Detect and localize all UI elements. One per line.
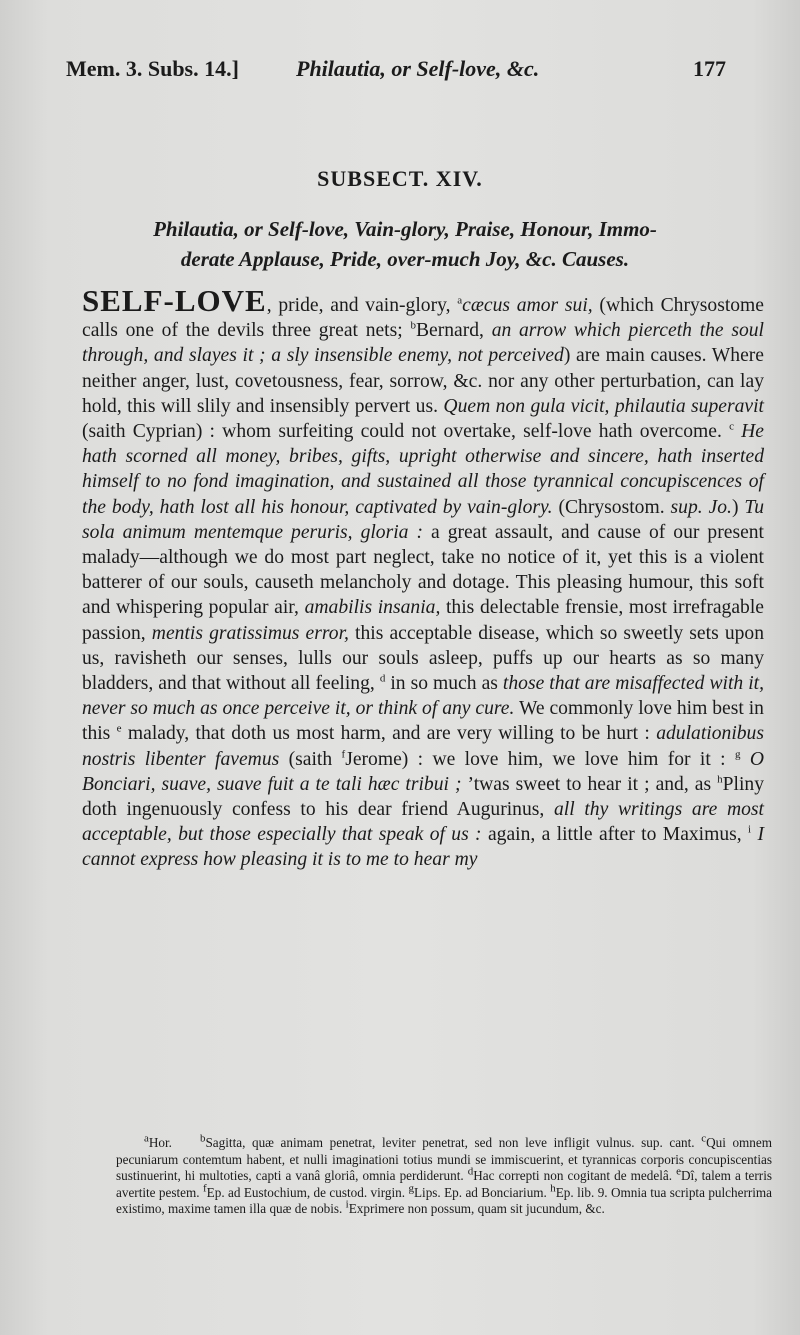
footnote-text: Lips. Ep. ad Bonciarium.: [413, 1184, 547, 1200]
footnote-text: Ep. lib. 9. Omnia tua scripta pulcherrima existimo, maxime tamen illa quæ de nobis.: [116, 1184, 773, 1216]
footnote-ref: g: [734, 748, 741, 761]
body-italic: those that are misaffected with it, never so much as once perceive it, or think of any cure.: [82, 673, 765, 720]
footnote-text: Hor.: [148, 1135, 172, 1150]
body-text: in so much as: [385, 673, 503, 695]
footnote-mark: b: [199, 1132, 206, 1145]
running-header: [66, 52, 726, 86]
body-text: malady, that doth us most harm, and are very willing to be hurt :: [121, 723, 657, 745]
body-text: Jerome) : we love him, we love him for it :: [345, 748, 735, 770]
subsection-heading: SUBSECT. XIV.: [317, 166, 483, 191]
footnote-text: Dî, talem a terris avertite pestem.: [116, 1168, 772, 1200]
body-italic: Quem non gula vicit, philautia superavit: [443, 395, 764, 417]
body-text: this delectable frensie, most irrefragable passion,: [82, 597, 764, 644]
body-italic: mentis gratissimus error,: [151, 622, 349, 644]
subsection-title: [60, 214, 750, 274]
body-italic: adulationibus nostris libenter favemus: [82, 723, 764, 770]
body-text: Pliny doth ingenuously confess to his dear friend Augurinus,: [82, 773, 764, 821]
footnote-ref: d: [379, 672, 386, 685]
body-italic: O Bonciari, suave, suave fuit a te tali hæc tribui ;: [82, 748, 764, 795]
body-text: again, a little after to Maximus,: [481, 824, 749, 846]
footnote-ref: c: [729, 420, 734, 433]
header-running-title: Philautia, or Self-love, &c.: [296, 56, 540, 81]
footnote-text: Exprimere non possum, quam sit jucundum, &c.: [348, 1201, 605, 1216]
body-text: Bernard,: [415, 320, 492, 342]
footnote-text: Sagitta, quæ animam penetrat, leviter penetrat, sed non leve infligit vulnus. sup. cant.: [205, 1135, 695, 1150]
body-italic: cæcus amor sui,: [462, 295, 593, 316]
body-italic: amabilis insania,: [304, 597, 441, 619]
body-text: (saith: [279, 748, 342, 770]
body-italic: Tu sola animum mentemque peruris, gloria :: [82, 496, 764, 543]
footnote-mark: f: [203, 1182, 207, 1195]
footnote-text: Hac correpti non cogitant de medelâ.: [473, 1168, 673, 1183]
subsection-title-line2: derate Applause, Pride, over-much Joy, &c. Causes.: [180, 247, 630, 271]
footnote-mark: g: [408, 1182, 414, 1195]
footnote-ref: a: [457, 294, 463, 307]
body-italic: an arrow which pierceth the soul through, and slayes it ; a sly insensible enemy, not perceived: [82, 320, 764, 367]
body-italic: all thy writings are most acceptable, but those especially that speak of us :: [82, 799, 764, 846]
footnotes: [116, 1132, 773, 1218]
body-text: We commonly love him best in this: [82, 698, 764, 745]
footnote-text: Qui omnem pecuniarum contemtum habent, et nulli imaginationi totius mundi se immiscuerint, et tyrannicas corporis concupiscentias sustinuerint, hi multoties, capti a vanâ gloriâ, omnia perdiderunt.: [116, 1135, 773, 1183]
body-italic: I cannot express how pleasing it is to me to hear my: [82, 824, 764, 871]
body-italic: He hath scorned all money, bribes, gifts, upright otherwise and sincere, hath inserted himself to no fond imagination, and sustained all those tyrannical concupiscences of the body, hath lost all his honour, captivated by vain-glory.: [82, 421, 764, 518]
body-text: (which Chrysostome calls one of the devils three great nets;: [82, 295, 764, 342]
header-section-ref: Mem. 3. Subs. 14.]: [66, 56, 239, 81]
body-text: ’twas sweet to hear it ; and, as: [461, 773, 718, 795]
footnote-ref: e: [116, 722, 122, 735]
footnote-mark: i: [345, 1198, 349, 1211]
body-italic: sup. Jo.: [670, 496, 732, 518]
page-number: 177: [693, 56, 726, 81]
footnote-ref: f: [341, 748, 346, 761]
body-text: (saith Cyprian) : whom surfeiting could not overtake, self-love hath overcome.: [82, 421, 730, 443]
footnote-mark: e: [676, 1165, 681, 1178]
footnote-ref: b: [410, 319, 416, 332]
subsection-title-line1: Philautia, or Self-love, Vain-glory, Praise, Honour, Immo-: [153, 217, 657, 241]
footnote-mark: h: [550, 1182, 556, 1195]
footnote-text: Ep. ad Eustochium, de custod. virgin.: [206, 1184, 406, 1200]
body-text: , pride, and vain-glory,: [266, 295, 458, 316]
body-text: a great assault, and cause of our present malady—although we do most part neglect, take no notice of it, yet this is a violent batterer of our souls, causeth melancholy and dotage. This pleasing humour, this soft and whispering popular air,: [82, 521, 765, 619]
body-text: this acceptable disease, which so sweetly sets upon us, ravisheth our senses, lulls our souls asleep, puffs up our hearts as so many bladders, and that without all feeling,: [82, 622, 765, 695]
footnote-mark: d: [467, 1165, 474, 1178]
body-text: ) are main causes. Where neither anger, lust, covetousness, fear, sorrow, &c. nor any other perturbation, can lay hold, this will slily and insensibly pervert us.: [82, 345, 764, 417]
footnote-ref: h: [717, 773, 723, 786]
body-paragraph: [82, 283, 765, 873]
body-text: (Chrysostom.: [552, 496, 671, 518]
drop-cap: SELF-LOVE: [82, 283, 267, 318]
footnote-ref: i: [748, 823, 752, 836]
footnote-mark: c: [701, 1132, 707, 1145]
body-text: ): [731, 496, 745, 518]
footnote-mark: a: [144, 1132, 149, 1145]
